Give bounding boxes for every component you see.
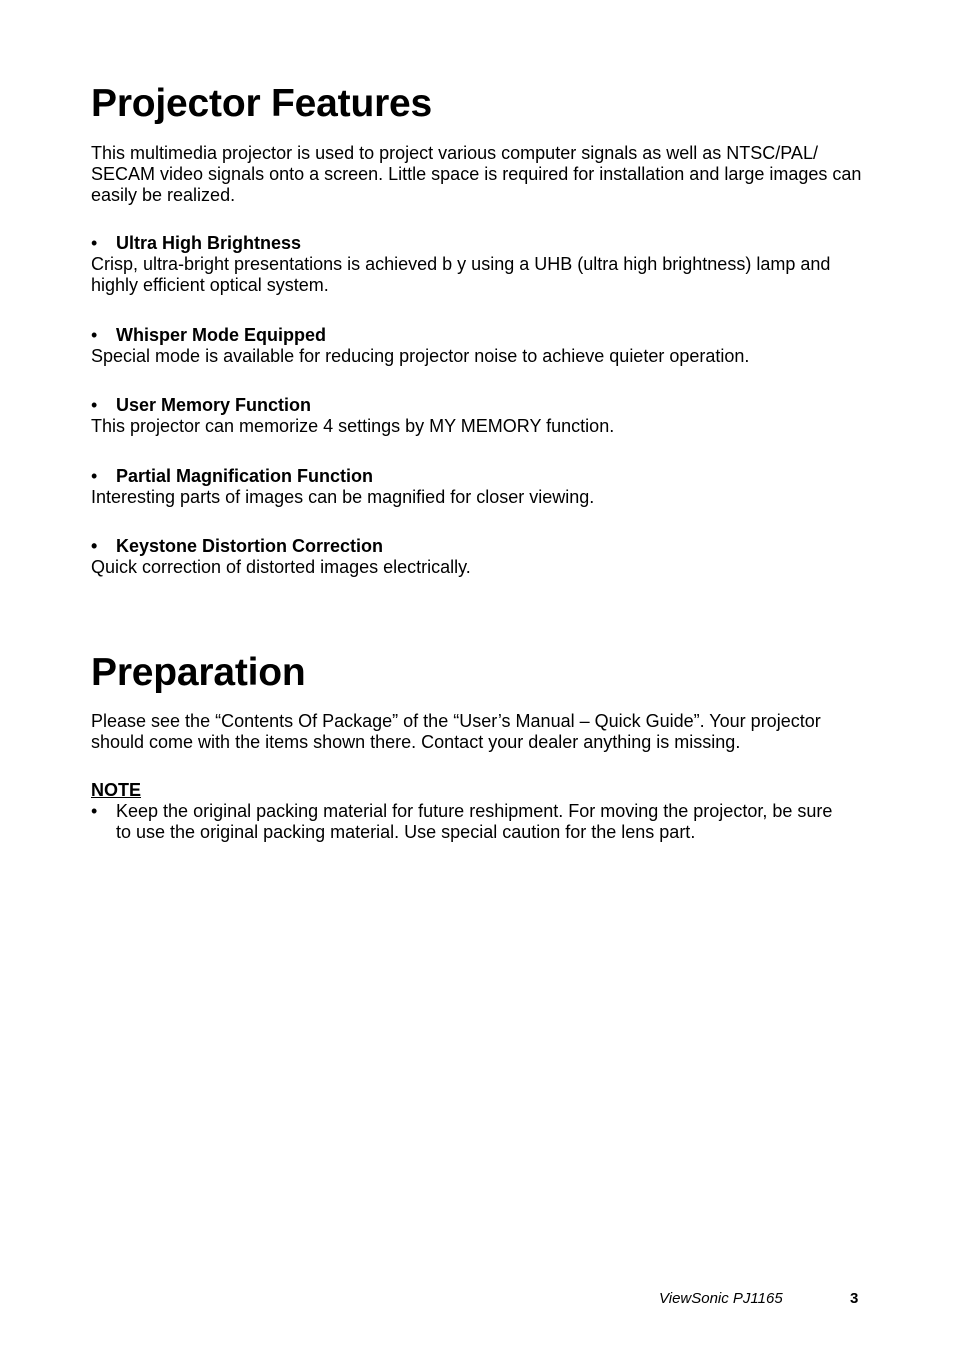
bullet-icon: • bbox=[91, 466, 98, 486]
bullet-icon: • bbox=[91, 233, 98, 253]
features-heading: Projector Features bbox=[91, 82, 433, 125]
feature-title-row bbox=[91, 466, 869, 487]
feature-title: Ultra High Brightness bbox=[116, 233, 302, 253]
feature-title-row bbox=[91, 233, 869, 254]
note-label: NOTE bbox=[91, 780, 142, 800]
feature-title-row bbox=[91, 536, 869, 557]
feature-description: Special mode is available for reducing projector noise to achieve quieter operation. bbox=[91, 346, 750, 366]
feature-item-user-memory bbox=[91, 395, 869, 437]
feature-description: Crisp, ultra-bright presentations is achieved b y using a UHB (ultra high brightness) lamp and highly efficient optical system. bbox=[91, 254, 831, 295]
bullet-icon: • bbox=[91, 801, 98, 821]
bullet-icon: • bbox=[91, 536, 98, 556]
preparation-heading: Preparation bbox=[91, 651, 306, 694]
feature-title: Keystone Distortion Correction bbox=[116, 536, 384, 556]
feature-title: Whisper Mode Equipped bbox=[116, 325, 326, 345]
note-text: Keep the original packing material for future reshipment. For moving the projector, be sure to use the original packing material. Use special caution for the lens part. bbox=[116, 801, 833, 842]
preparation-intro: Please see the “Contents Of Package” of the “User’s Manual – Quick Guide”. Your projector should come with the items shown there. Contact your dealer anything is missing. bbox=[91, 711, 821, 752]
note-item bbox=[91, 801, 851, 843]
feature-title-row bbox=[91, 325, 869, 346]
feature-item-whisper-mode bbox=[91, 325, 869, 367]
feature-title: User Memory Function bbox=[116, 395, 312, 415]
feature-item-ultra-high-brightness bbox=[91, 233, 869, 296]
feature-description: Quick correction of distorted images electrically. bbox=[91, 557, 471, 577]
feature-item-partial-magnification bbox=[91, 466, 869, 508]
feature-title: Partial Magnification Function bbox=[116, 466, 374, 486]
features-intro: This multimedia projector is used to project various computer signals as well as NTSC/PAL/ SECAM video signals onto a screen. Little space is required for installation and large images can easily be realized. bbox=[91, 143, 862, 205]
page-number: 3 bbox=[850, 1290, 859, 1307]
bullet-icon: • bbox=[91, 395, 98, 415]
feature-description: Interesting parts of images can be magnified for closer viewing. bbox=[91, 487, 595, 507]
feature-item-keystone-correction bbox=[91, 536, 869, 578]
bullet-icon: • bbox=[91, 325, 98, 345]
feature-title-row bbox=[91, 395, 869, 416]
page-footer bbox=[0, 1289, 954, 1309]
feature-description: This projector can memorize 4 settings by MY MEMORY function. bbox=[91, 416, 615, 436]
footer-brand: ViewSonic PJ1165 bbox=[659, 1290, 783, 1307]
